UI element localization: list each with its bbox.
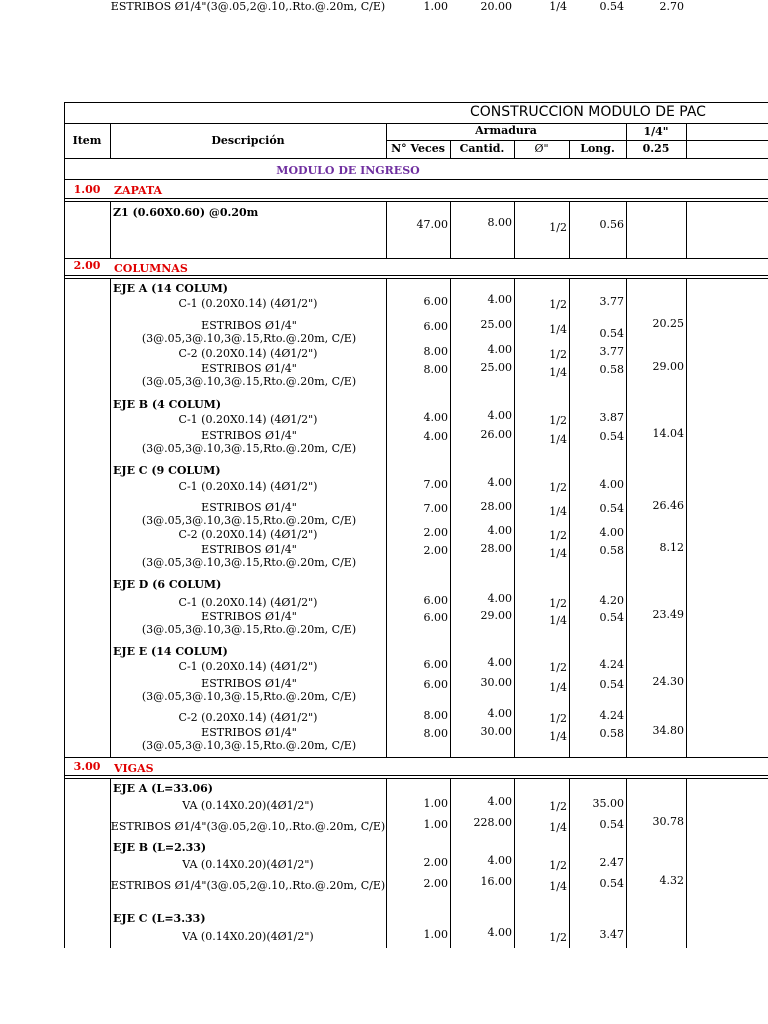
row-description: C-1 (0.20X0.14) (4Ø1/2") (178, 596, 318, 609)
cell-long: 3.77 (599, 295, 624, 308)
cell-n-veces: 6.00 (423, 611, 448, 624)
cell-diameter: 1/2 (549, 931, 567, 944)
cell-diameter: 1/2 (549, 800, 567, 813)
top-border (64, 102, 768, 103)
cell-quarter: 30.78 (652, 815, 684, 828)
cell-diameter: 1/2 (549, 414, 567, 427)
row-description: VA (0.14X0.20)(4Ø1/2") (182, 799, 314, 812)
cell-n-veces: 2.00 (423, 877, 448, 890)
cell-quarter: 14.04 (652, 427, 684, 440)
cell-diameter: 1/4 (549, 821, 567, 834)
section-name: ZAPATA (114, 184, 163, 197)
cell-cantid: 4.00 (487, 343, 512, 356)
cell-cantid: 8.00 (487, 216, 512, 229)
section-number: 2.00 (73, 259, 101, 272)
row-description: ESTRIBOS Ø1/4"(3@.05,3@.10,3@.15,Rto.@.20m, C/E) (141, 543, 357, 569)
header-armadura: Armadura (475, 124, 537, 137)
cell-n-veces: 6.00 (423, 320, 448, 333)
cell-cantid: 16.00 (480, 875, 512, 888)
cell-cantid: 4.00 (487, 524, 512, 537)
cell-diameter: 1/4 (549, 505, 567, 518)
row-description: C-2 (0.20X0.14) (4Ø1/2") (178, 711, 318, 724)
cell-quarter: 23.49 (652, 608, 684, 621)
cell-diameter: 1/4 (549, 323, 567, 336)
cell-diameter: 1/4 (549, 880, 567, 893)
cell-long: 4.00 (599, 478, 624, 491)
cell-long: 3.77 (599, 345, 624, 358)
cell-n-veces: 6.00 (423, 594, 448, 607)
cell-diameter: 1/4 (549, 0, 567, 13)
cell-quarter: 2.70 (659, 0, 684, 13)
header-item: Item (72, 134, 102, 147)
header-descripcion: Descripción (211, 134, 285, 147)
cell-diameter: 1/2 (549, 712, 567, 725)
cell-diameter: 1/2 (549, 221, 567, 234)
row-subheading: EJE B (L=2.33) (113, 841, 207, 854)
section-divider (64, 258, 768, 259)
cell-quarter: 34.80 (652, 724, 684, 737)
cell-long: 0.58 (599, 544, 624, 557)
header-quarter-value: 0.25 (642, 142, 670, 155)
row-subheading: EJE C (9 COLUM) (113, 464, 221, 477)
module-bottom-border (64, 179, 768, 180)
cell-cantid: 228.00 (473, 816, 512, 829)
cell-cantid: 4.00 (487, 293, 512, 306)
row-description: C-2 (0.20X0.14) (4Ø1/2") (178, 528, 318, 541)
cell-diameter: 1/4 (549, 730, 567, 743)
header-n-veces: N° Veces (391, 142, 445, 155)
cell-cantid: 4.00 (487, 854, 512, 867)
cell-diameter: 1/4 (549, 433, 567, 446)
row-subheading: EJE E (14 COLUM) (113, 645, 228, 658)
cell-long: 3.47 (599, 928, 624, 941)
cell-cantid: 28.00 (480, 500, 512, 513)
cell-n-veces: 2.00 (423, 856, 448, 869)
cell-n-veces: 1.00 (423, 818, 448, 831)
cell-diameter: 1/2 (549, 661, 567, 674)
column-border (450, 201, 451, 258)
cell-cantid: 26.00 (480, 428, 512, 441)
cell-long: 0.54 (599, 877, 624, 890)
module-label: MODULO DE INGRESO (276, 164, 420, 177)
cell-n-veces: 7.00 (423, 478, 448, 491)
cell-cantid: 4.00 (487, 476, 512, 489)
cell-diameter: 1/4 (549, 366, 567, 379)
column-border (686, 778, 687, 948)
cell-cantid: 28.00 (480, 542, 512, 555)
cell-n-veces: 2.00 (423, 544, 448, 557)
cell-n-veces: 8.00 (423, 727, 448, 740)
row-subheading: EJE C (L=3.33) (113, 912, 206, 925)
row-subheading: EJE B (4 COLUM) (113, 398, 222, 411)
cell-quarter: 24.30 (652, 675, 684, 688)
cell-cantid: 4.00 (487, 926, 512, 939)
cell-diameter: 1/2 (549, 529, 567, 542)
cell-cantid: 4.00 (487, 795, 512, 808)
cell-long: 4.20 (599, 594, 624, 607)
cell-n-veces: 8.00 (423, 709, 448, 722)
row-description: ESTRIBOS Ø1/4"(3@.05,3@.10,3@.15,Rto.@.20m, C/E) (141, 726, 357, 752)
cell-long: 0.54 (599, 611, 624, 624)
cell-n-veces: 1.00 (423, 797, 448, 810)
cell-diameter: 1/2 (549, 597, 567, 610)
cell-diameter: 1/2 (549, 481, 567, 494)
cell-cantid: 30.00 (480, 676, 512, 689)
cell-long: 0.54 (599, 327, 624, 340)
cell-diameter: 1/2 (549, 298, 567, 311)
cell-long: 0.54 (599, 0, 624, 13)
section-number: 1.00 (73, 183, 101, 196)
row-description: ESTRIBOS Ø1/4"(3@.05,3@.10,3@.15,Rto.@.20m, C/E) (141, 501, 357, 527)
cell-diameter: 1/2 (549, 859, 567, 872)
section-divider (64, 198, 768, 202)
row-description: ESTRIBOS Ø1/4"(3@.05,3@.10,3@.15,Rto.@.20m, C/E) (141, 429, 357, 455)
cell-n-veces: 6.00 (423, 295, 448, 308)
cell-quarter: 8.12 (659, 541, 684, 554)
left-border (64, 102, 65, 948)
row-description: ESTRIBOS Ø1/4"(3@.05,2@.10,.Rto.@.20m, C/E) (110, 879, 386, 892)
row-description: C-1 (0.20X0.14) (4Ø1/2") (178, 480, 318, 493)
row-description: ESTRIBOS Ø1/4"(3@.05,2@.10,.Rto.@.20m, C/E) (110, 820, 386, 833)
armadura-divider (386, 140, 768, 141)
page-title: CONSTRUCCION MODULO DE PAC (470, 104, 706, 120)
header-long: Long. (580, 142, 615, 155)
cell-quarter: 20.25 (652, 317, 684, 330)
header-bottom-border (64, 158, 768, 159)
cell-long: 0.54 (599, 430, 624, 443)
column-border (686, 201, 687, 258)
cell-cantid: 25.00 (480, 361, 512, 374)
cell-n-veces: 2.00 (423, 526, 448, 539)
cell-cantid: 30.00 (480, 725, 512, 738)
cell-diameter: 1/4 (549, 614, 567, 627)
row-description: ESTRIBOS Ø1/4"(3@.05,3@.10,3@.15,Rto.@.20m, C/E) (141, 677, 357, 703)
cell-n-veces: 4.00 (423, 411, 448, 424)
cell-long: 0.54 (599, 818, 624, 831)
cell-cantid: 4.00 (487, 409, 512, 422)
cell-long: 0.54 (599, 678, 624, 691)
cell-n-veces: 6.00 (423, 678, 448, 691)
header-diameter: Ø" (534, 142, 549, 155)
column-border (686, 278, 687, 757)
row-description: VA (0.14X0.20)(4Ø1/2") (182, 930, 314, 943)
row-subheading: EJE D (6 COLUM) (113, 578, 222, 591)
cell-long: 35.00 (592, 797, 624, 810)
cell-long: 4.24 (599, 658, 624, 671)
cell-cantid: 4.00 (487, 656, 512, 669)
cell-cantid: 25.00 (480, 318, 512, 331)
cell-diameter: 1/2 (549, 348, 567, 361)
cell-n-veces: 1.00 (423, 0, 448, 13)
row-subheading: EJE A (14 COLUM) (113, 282, 228, 295)
cell-n-veces: 7.00 (423, 502, 448, 515)
cell-long: 0.56 (599, 218, 624, 231)
cell-diameter: 1/4 (549, 681, 567, 694)
cell-n-veces: 6.00 (423, 658, 448, 671)
row-description: C-1 (0.20X0.14) (4Ø1/2") (178, 297, 318, 310)
cell-long: 0.54 (599, 502, 624, 515)
row-description: C-1 (0.20X0.14) (4Ø1/2") (178, 660, 318, 673)
cell-long: 0.58 (599, 727, 624, 740)
cell-long: 4.24 (599, 709, 624, 722)
cell-cantid: 20.00 (480, 0, 512, 13)
cell-cantid: 4.00 (487, 592, 512, 605)
cell-quarter: 26.46 (652, 499, 684, 512)
row-subheading: EJE A (L=33.06) (113, 782, 213, 795)
section-number: 3.00 (73, 760, 101, 773)
cell-n-veces: 1.00 (423, 928, 448, 941)
quarter-col-border (686, 123, 687, 158)
section-name: VIGAS (114, 762, 154, 775)
section-divider (64, 757, 768, 758)
column-border (626, 778, 627, 948)
cell-quarter: 4.32 (659, 874, 684, 887)
header-cantid: Cantid. (459, 142, 505, 155)
section-divider (64, 275, 768, 279)
cell-n-veces: 4.00 (423, 430, 448, 443)
cell-cantid: 4.00 (487, 707, 512, 720)
section-divider (64, 775, 768, 779)
row-description: C-2 (0.20X0.14) (4Ø1/2") (178, 347, 318, 360)
column-border (110, 201, 111, 258)
cell-n-veces: 8.00 (423, 363, 448, 376)
cell-long: 4.00 (599, 526, 624, 539)
column-border (626, 201, 627, 258)
row-description: ESTRIBOS Ø1/4"(3@.05,3@.10,3@.15,Rto.@.20m, C/E) (141, 319, 357, 345)
header-quarter: 1/4" (643, 125, 669, 138)
row-subheading: Z1 (0.60X0.60) @0.20m (113, 206, 259, 219)
cell-long: 3.87 (599, 411, 624, 424)
section-name: COLUMNAS (114, 262, 188, 275)
row-description: C-1 (0.20X0.14) (4Ø1/2") (178, 413, 318, 426)
row-description: ESTRIBOS Ø1/4"(3@.05,3@.10,3@.15,Rto.@.20m, C/E) (141, 362, 357, 388)
cell-long: 0.58 (599, 363, 624, 376)
cell-n-veces: 47.00 (416, 218, 448, 231)
cell-long: 2.47 (599, 856, 624, 869)
row-description: VA (0.14X0.20)(4Ø1/2") (182, 858, 314, 871)
cell-quarter: 29.00 (652, 360, 684, 373)
cell-cantid: 29.00 (480, 609, 512, 622)
row-description: ESTRIBOS Ø1/4"(3@.05,2@.10,.Rto.@.20m, C/E) (110, 0, 386, 13)
row-description: ESTRIBOS Ø1/4"(3@.05,3@.10,3@.15,Rto.@.20m, C/E) (141, 610, 357, 636)
cell-diameter: 1/4 (549, 547, 567, 560)
cell-n-veces: 8.00 (423, 345, 448, 358)
